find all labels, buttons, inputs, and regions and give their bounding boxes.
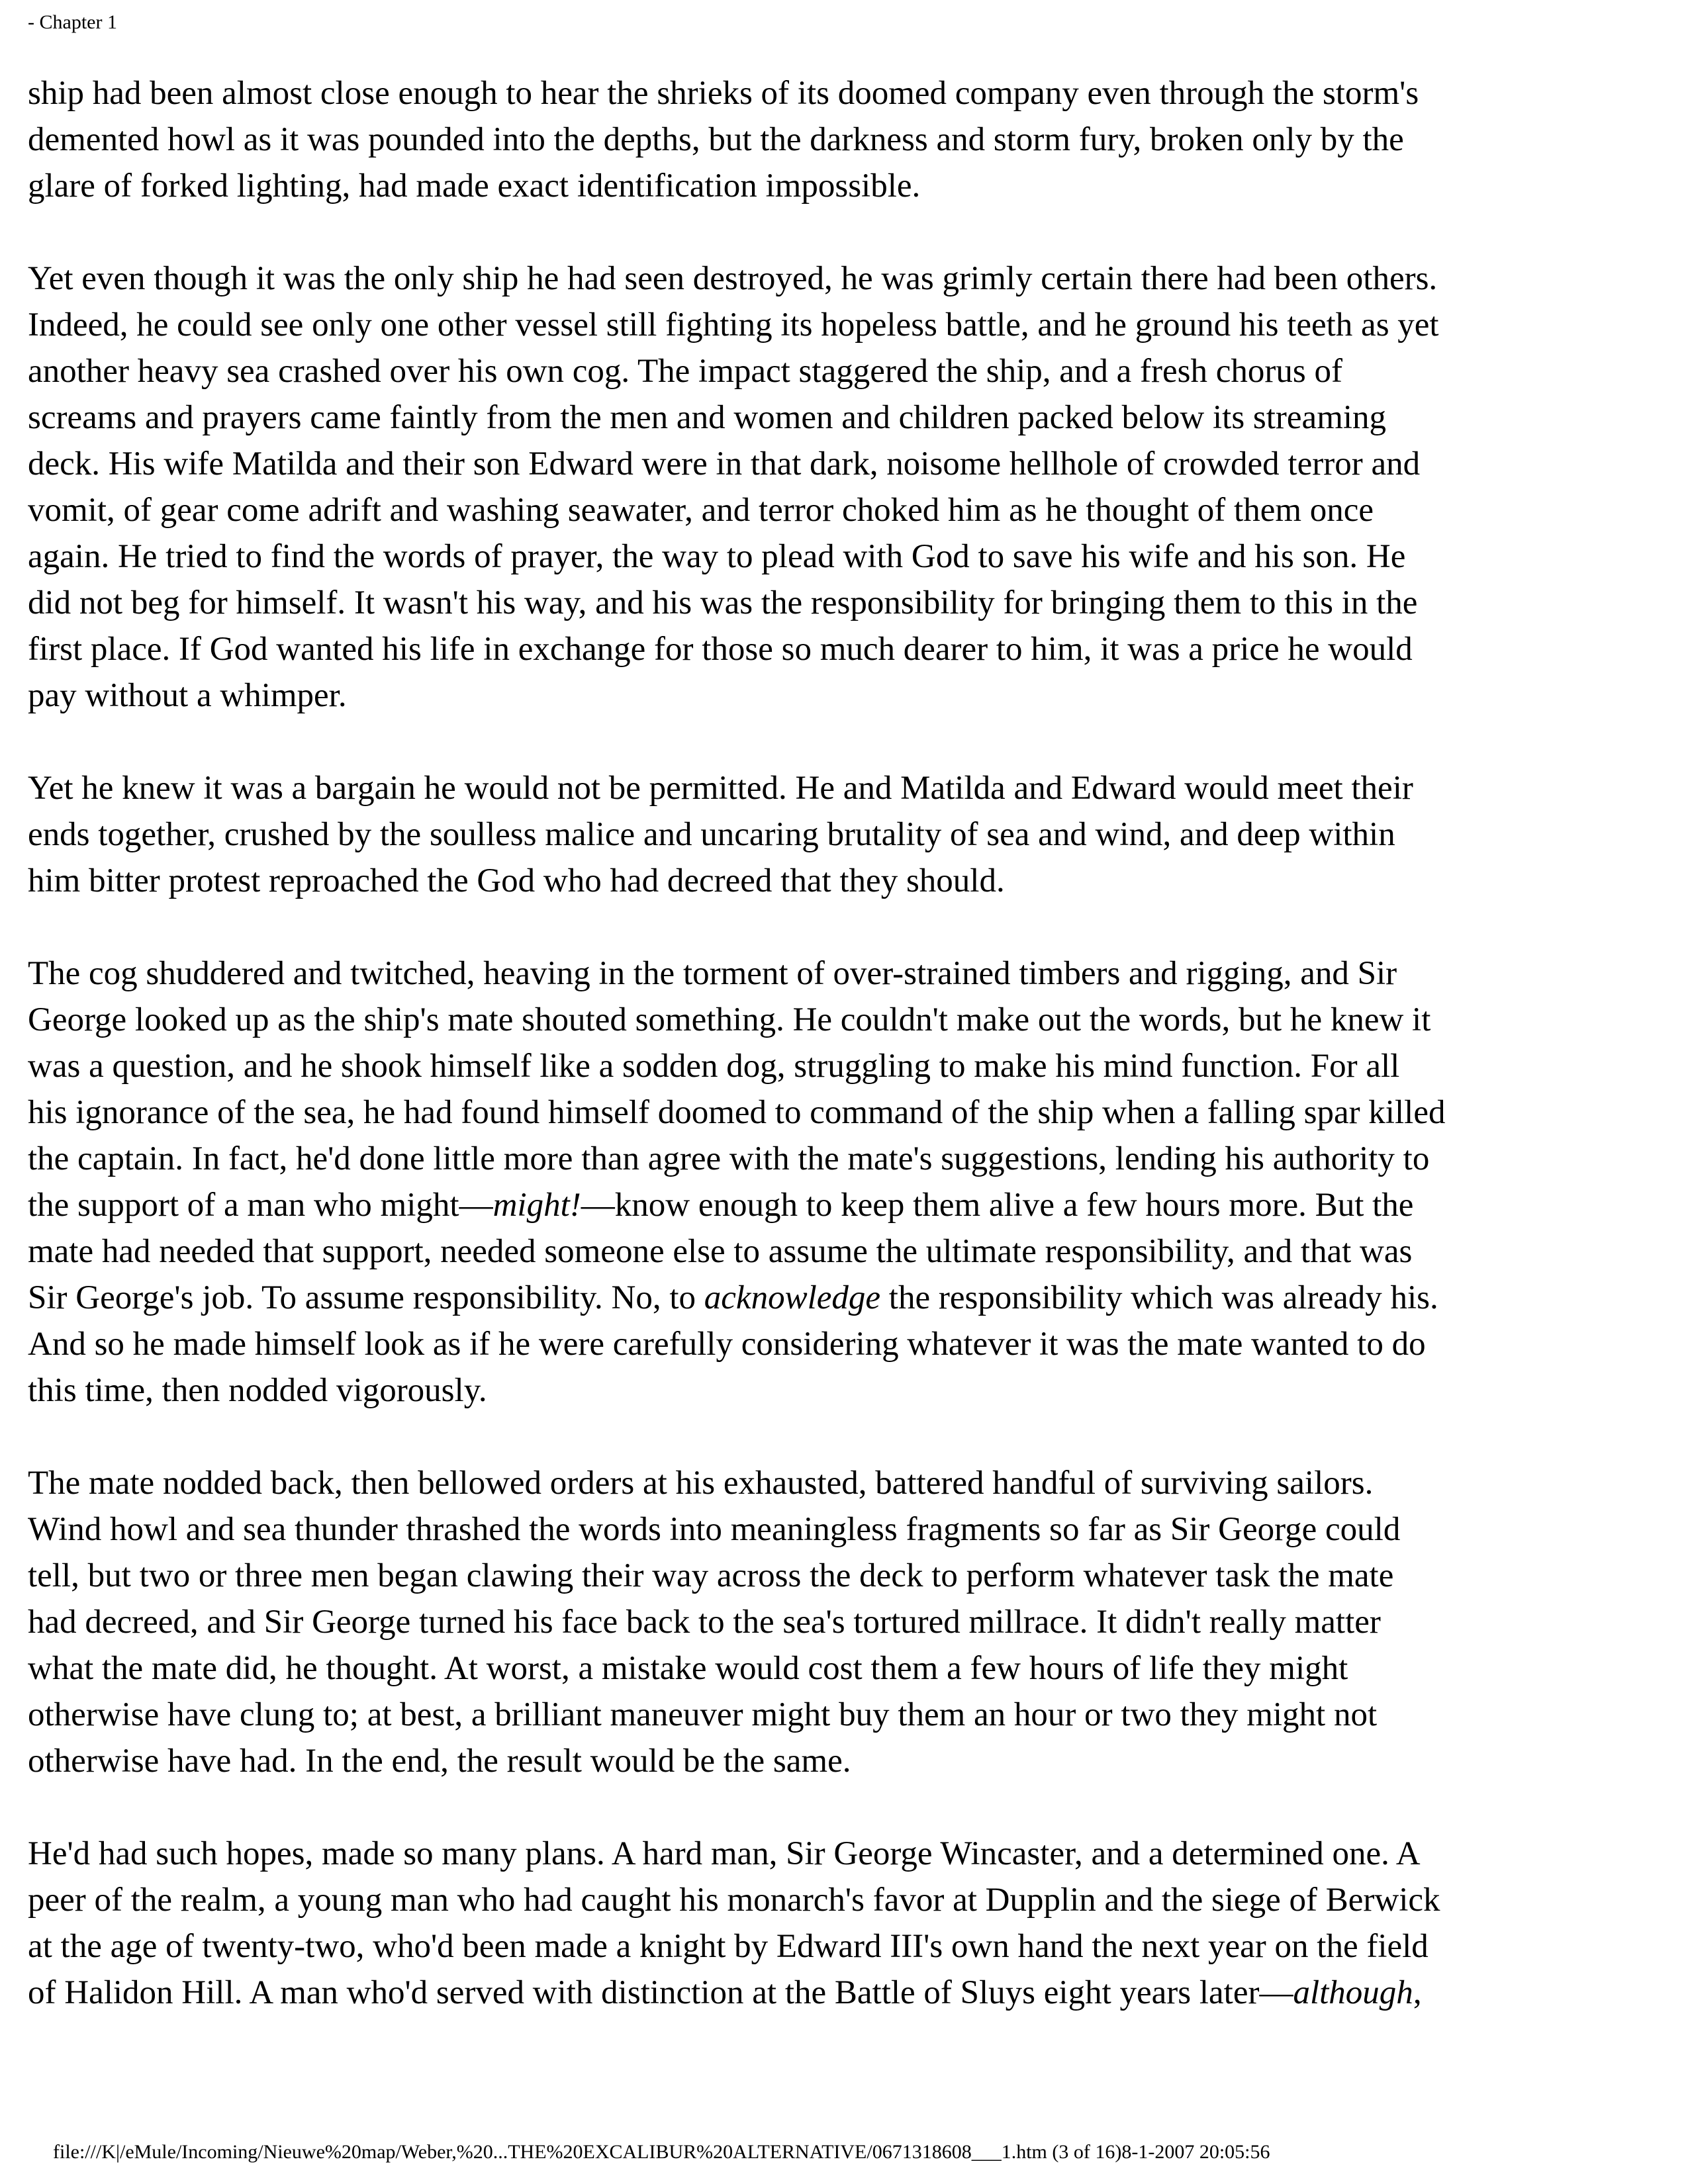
- text-line: [28, 1970, 1663, 2016]
- text-run: again. He tried to find the words of prayer, the way to plead with God to save his wife and his son. He: [28, 538, 1406, 575]
- text-run: did not beg for himself. It wasn't his way, and his was the responsibility for bringing them to this in the: [28, 584, 1418, 621]
- text-line: [28, 765, 1663, 811]
- italic-text: although: [1293, 1974, 1413, 2011]
- text-run: demented howl as it was pounded into the depths, but the darkness and storm fury, broken only by the: [28, 121, 1404, 158]
- text-line: [28, 1599, 1663, 1645]
- text-line: [28, 533, 1663, 580]
- text-line: [28, 1182, 1663, 1228]
- text-run: Wind howl and sea thunder thrashed the words into meaningless fragments so far as Sir George could: [28, 1511, 1401, 1548]
- text-run: vomit, of gear come adrift and washing seawater, and terror choked him as he thought of them once: [28, 492, 1374, 529]
- text-line: [28, 1645, 1663, 1692]
- text-line: [28, 394, 1663, 441]
- text-line: [28, 580, 1663, 626]
- text-line: [28, 1460, 1663, 1506]
- text-run: of Halidon Hill. A man who'd served with distinction at the Battle of Sluys eight years later—: [28, 1974, 1293, 2011]
- page-header: - Chapter 1: [28, 11, 117, 33]
- text-line: [28, 811, 1663, 858]
- text-run: had decreed, and Sir George turned his face back to the sea's tortured millrace. It didn't really matter: [28, 1604, 1381, 1641]
- text-line: [28, 1228, 1663, 1275]
- text-run: screams and prayers came faintly from the men and women and children packed below its streaming: [28, 399, 1387, 436]
- text-line: [28, 1831, 1663, 1877]
- page-footer-url: file:///K|/eMule/Incoming/Nieuwe%20map/Weber,%20...THE%20EXCALIBUR%20ALTERNATIVE/0671318608___1.htm (3 of 16)8-1-2007 20:05:56: [53, 2141, 1270, 2163]
- text-run: at the age of twenty-two, who'd been made a knight by Edward III's own hand the next year on the field: [28, 1928, 1429, 1965]
- text-run: otherwise have clung to; at best, a brilliant maneuver might buy them an hour or two they might not: [28, 1696, 1378, 1733]
- text-run: deck. His wife Matilda and their son Edward were in that dark, noisome hellhole of crowded terror and: [28, 445, 1421, 482]
- text-line: [28, 997, 1663, 1043]
- text-line: [28, 1043, 1663, 1089]
- text-line: [28, 1506, 1663, 1553]
- text-line: [28, 441, 1663, 487]
- paragraph: [28, 765, 1663, 904]
- italic-text: might!: [492, 1187, 581, 1224]
- text-run: first place. If God wanted his life in exchange for those so much dearer to him, it was a price he would: [28, 631, 1413, 668]
- text-line: [28, 1136, 1663, 1182]
- text-run: another heavy sea crashed over his own cog. The impact staggered the ship, and a fresh chorus of: [28, 353, 1342, 390]
- paragraph: [28, 950, 1663, 1414]
- text-line: [28, 858, 1663, 904]
- text-line: [28, 1877, 1663, 1923]
- text-line: [28, 1738, 1663, 1784]
- paragraph: [28, 1831, 1663, 2016]
- text-line: [28, 1089, 1663, 1136]
- text-run: —know enough to keep them alive a few hours more. But the: [581, 1187, 1414, 1224]
- chapter-text: [28, 70, 1663, 2062]
- text-run: was a question, and he shook himself like a sodden dog, struggling to make his mind function. For all: [28, 1048, 1400, 1085]
- text-run: The mate nodded back, then bellowed orders at his exhausted, battered handful of surviving sailors.: [28, 1465, 1374, 1502]
- text-line: [28, 1275, 1663, 1321]
- text-line: [28, 1923, 1663, 1970]
- text-run: George looked up as the ship's mate shouted something. He couldn't make out the words, but he knew it: [28, 1001, 1431, 1038]
- text-run: He'd had such hopes, made so many plans. A hard man, Sir George Wincaster, and a determined one. A: [28, 1835, 1421, 1872]
- text-run: otherwise have had. In the end, the result would be the same.: [28, 1743, 851, 1780]
- text-run: Indeed, he could see only one other vessel still fighting its hopeless battle, and he ground his teeth as yet: [28, 306, 1439, 343]
- text-line: [28, 487, 1663, 533]
- text-line: [28, 1553, 1663, 1599]
- paragraph: [28, 255, 1663, 719]
- text-line: [28, 626, 1663, 672]
- text-line: [28, 348, 1663, 394]
- text-run: peer of the realm, a young man who had caught his monarch's favor at Dupplin and the siege of Berwick: [28, 1882, 1440, 1919]
- italic-text: acknowledge: [704, 1279, 881, 1316]
- text-run: Sir George's job. To assume responsibility. No, to: [28, 1279, 704, 1316]
- text-run: Yet he knew it was a bargain he would not be permitted. He and Matilda and Edward would meet their: [28, 770, 1413, 807]
- text-run: The cog shuddered and twitched, heaving in the torment of over-strained timbers and rigging, and Sir: [28, 955, 1397, 992]
- text-run: his ignorance of the sea, he had found himself doomed to command of the ship when a falling spar killed: [28, 1094, 1446, 1131]
- text-line: [28, 1692, 1663, 1738]
- paragraph: [28, 70, 1663, 209]
- text-line: [28, 672, 1663, 719]
- text-line: [28, 302, 1663, 348]
- text-run: the responsibility which was already his.: [880, 1279, 1438, 1316]
- text-run: glare of forked lighting, had made exact identification impossible.: [28, 167, 921, 205]
- text-run: this time, then nodded vigorously.: [28, 1372, 487, 1409]
- text-run: the captain. In fact, he'd done little more than agree with the mate's suggestions, lending his authority to: [28, 1140, 1430, 1177]
- text-run: him bitter protest reproached the God who had decreed that they should.: [28, 862, 1005, 899]
- text-run: the support of a man who might—: [28, 1187, 493, 1224]
- text-run: mate had needed that support, needed someone else to assume the ultimate responsibility, and that was: [28, 1233, 1413, 1270]
- text-line: [28, 116, 1663, 163]
- paragraph: [28, 1460, 1663, 1784]
- text-run: And so he made himself look as if he were carefully considering whatever it was the mate wanted to do: [28, 1326, 1426, 1363]
- text-run: ship had been almost close enough to hear the shrieks of its doomed company even through the storm's: [28, 75, 1419, 112]
- text-line: [28, 1321, 1663, 1367]
- text-run: what the mate did, he thought. At worst, a mistake would cost them a few hours of life they might: [28, 1650, 1348, 1687]
- text-line: [28, 950, 1663, 997]
- text-line: [28, 70, 1663, 116]
- text-run: ends together, crushed by the soulless malice and uncaring brutality of sea and wind, and deep within: [28, 816, 1395, 853]
- text-line: [28, 255, 1663, 302]
- text-line: [28, 1367, 1663, 1414]
- text-run: ,: [1413, 1974, 1422, 2011]
- text-run: Yet even though it was the only ship he had seen destroyed, he was grimly certain there had been others.: [28, 260, 1438, 297]
- text-run: tell, but two or three men began clawing their way across the deck to perform whatever task the mate: [28, 1557, 1394, 1594]
- text-run: pay without a whimper.: [28, 677, 347, 714]
- text-line: [28, 163, 1663, 209]
